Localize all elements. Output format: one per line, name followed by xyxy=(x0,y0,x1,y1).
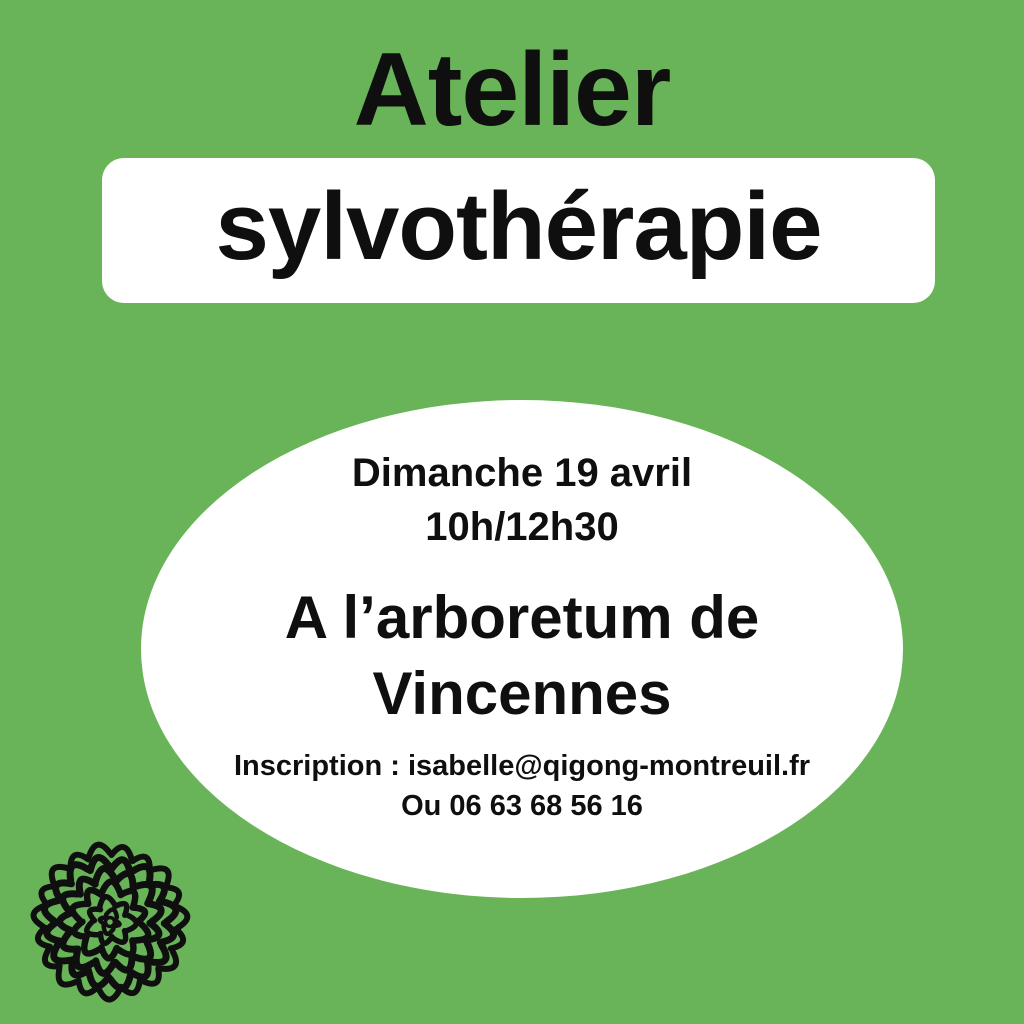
subtitle-card xyxy=(102,158,935,303)
event-location-line1: A l’arboretum de xyxy=(284,584,760,651)
event-date: Dimanche 19 avril xyxy=(351,451,693,495)
event-location-line2: Vincennes xyxy=(372,660,672,727)
poster-title: Atelier xyxy=(353,32,671,148)
pinecone-icon xyxy=(25,837,195,1007)
event-time: 10h/12h30 xyxy=(425,505,619,549)
event-details-ellipse xyxy=(141,400,903,898)
registration-email: Inscription : isabelle@qigong-montreuil.fr xyxy=(233,750,811,782)
registration-phone: Ou 06 63 68 56 16 xyxy=(401,790,643,822)
poster-subtitle: sylvothérapie xyxy=(215,172,822,280)
